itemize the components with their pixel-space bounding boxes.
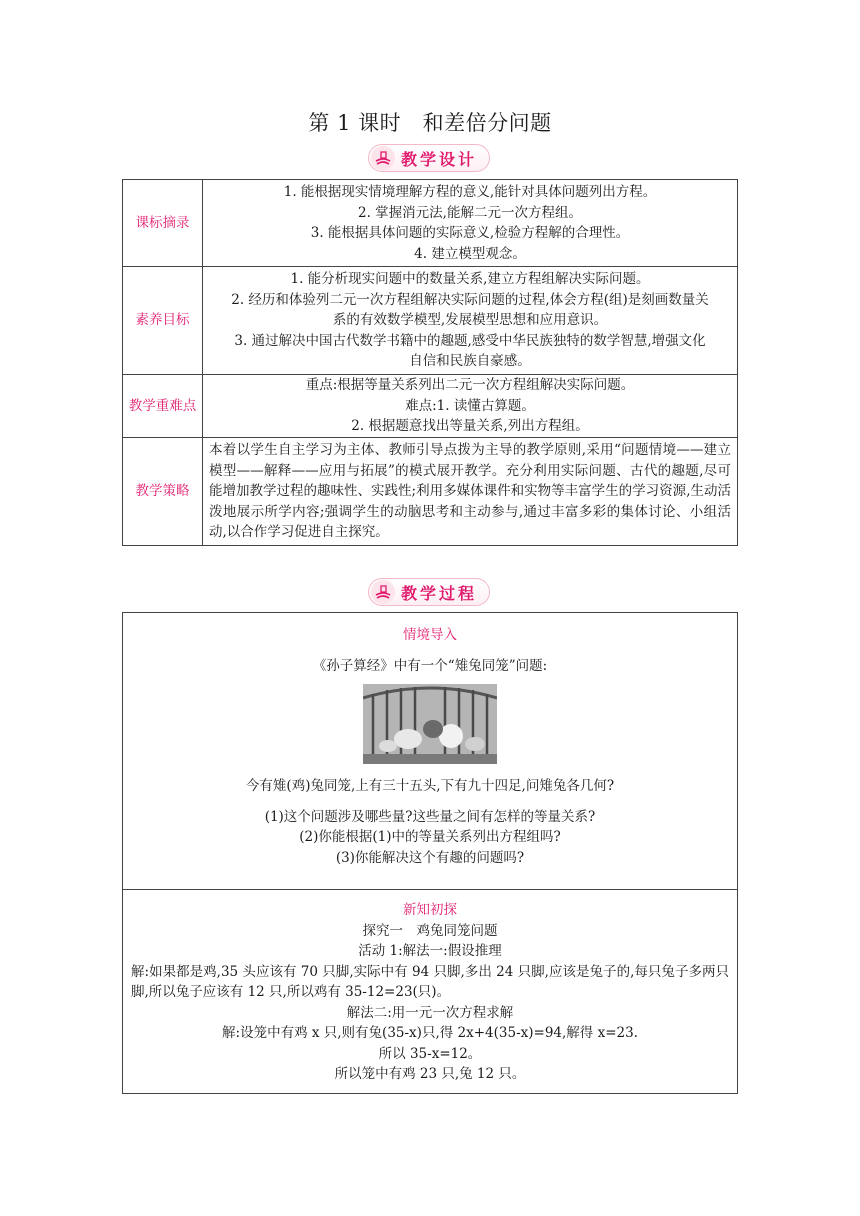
question-3: (3)你能解决这个有趣的问题吗?: [335, 849, 525, 866]
teaching-design-table: [122, 179, 738, 546]
intro-heading: 情境导入: [403, 627, 457, 643]
teaching-process-badge: [368, 578, 490, 606]
row-content: [203, 438, 738, 546]
new-knowledge-heading: 新知初探: [403, 902, 457, 918]
chicken-rabbit-cage-illustration: [363, 684, 497, 764]
content-line: 重点:根据等量关系列出二元一次方程组解决实际问题。: [305, 377, 635, 394]
explore-title: 探究一 鸡兔同笼问题: [362, 922, 498, 939]
solution-4: 所以笼中有鸡 23 只,兔 12 只。: [334, 1066, 526, 1082]
book-icon: [371, 580, 395, 604]
row-label: 素养目标: [123, 267, 203, 375]
lesson-title: 第 1 课时 和差倍分问题: [308, 111, 552, 135]
teaching-process-badge-label: 教学过程: [401, 583, 478, 603]
content-line: 2. 掌握消元法,能解二元一次方程组。: [358, 204, 582, 221]
question-1: (1)这个问题涉及哪些量?这些量之间有怎样的等量关系?: [264, 808, 596, 825]
row-content: [203, 375, 738, 438]
row-content: [203, 180, 738, 267]
row-label: 课标摘录: [123, 180, 203, 267]
content-line: 3. 能根据具体问题的实际意义,检验方程解的合理性。: [310, 225, 630, 241]
teaching-design-badge-label: 教学设计: [401, 149, 478, 169]
content-line: 2. 经历和体验列二元一次方程组解决实际问题的过程,体会方程(组)是刻画数量关系的有效数学模型,发展模型思想和应用意识。: [231, 291, 709, 329]
content-line: 1. 能分析现实问题中的数量关系,建立方程组解决实际问题。: [290, 271, 650, 288]
content-line: 难点:1. 读懂古算题。: [405, 397, 535, 414]
content-paragraph: 本着以学生自主学习为主体、教师引导点拨为主导的教学原则,采用“问题情境——建立模型——解释——应用与拓展”的模式展开教学。充分利用实际问题、古代的趣题,尽可能增加教学过程的趣味性、实践性;利用多媒体课件和实物等丰富学生的学习资源,生动活泼地展示所学内容;强调学生的动脑思考和主动参与,通过丰富多彩的集体讨论、小组活动,以合作学习促进自主探究。: [209, 442, 731, 541]
solution-2: 解:设笼中有鸡 x 只,则有兔(35-x)只,得 2x+4(35-x)=94,解得 x=23.: [222, 1025, 638, 1041]
content-line: 2. 根据题意找出等量关系,列出方程组。: [351, 418, 589, 435]
intro-text: 《孙子算经》中有一个“雉兔同笼”问题:: [312, 657, 548, 674]
intro-section: [122, 612, 738, 890]
problem-text: 今有雉(鸡)兔同笼,上有三十五头,下有九十四足,问雉兔各几何?: [245, 778, 615, 794]
new-knowledge-section: [122, 888, 738, 1094]
table-row: [123, 180, 738, 267]
question-2: (2)你能根据(1)中的等量关系列出方程组吗?: [299, 829, 561, 845]
book-icon: [371, 146, 395, 170]
solution-3: 所以 35-x=12。: [378, 1045, 482, 1062]
teaching-design-badge: [368, 144, 490, 172]
table-row: [123, 267, 738, 375]
row-label: 教学策略: [123, 438, 203, 546]
solution-1: 解:如果都是鸡,35 头应该有 70 只脚,实际中有 94 只脚,多出 24 只脚,应该是兔子的,每只兔子多两只脚,所以兔子应该有 12 只,所以鸡有 35-12=23(只)。: [131, 963, 729, 1000]
method-2-title: 解法二:用一元一次方程求解: [346, 1004, 514, 1021]
activity-title: 活动 1:解法一:假设推理: [358, 943, 502, 959]
row-content: [203, 267, 738, 375]
table-row: [123, 375, 738, 438]
content-line: 1. 能根据现实情境理解方程的意义,能针对具体问题列出方程。: [283, 184, 657, 200]
content-line: 3. 通过解决中国古代数学书籍中的趣题,感受中华民族独特的数学智慧,增强文化自信和民族自豪感。: [234, 332, 706, 370]
table-row: [123, 438, 738, 546]
row-label: 教学重难点: [123, 375, 203, 438]
content-line: 4. 建立模型观念。: [414, 245, 526, 262]
